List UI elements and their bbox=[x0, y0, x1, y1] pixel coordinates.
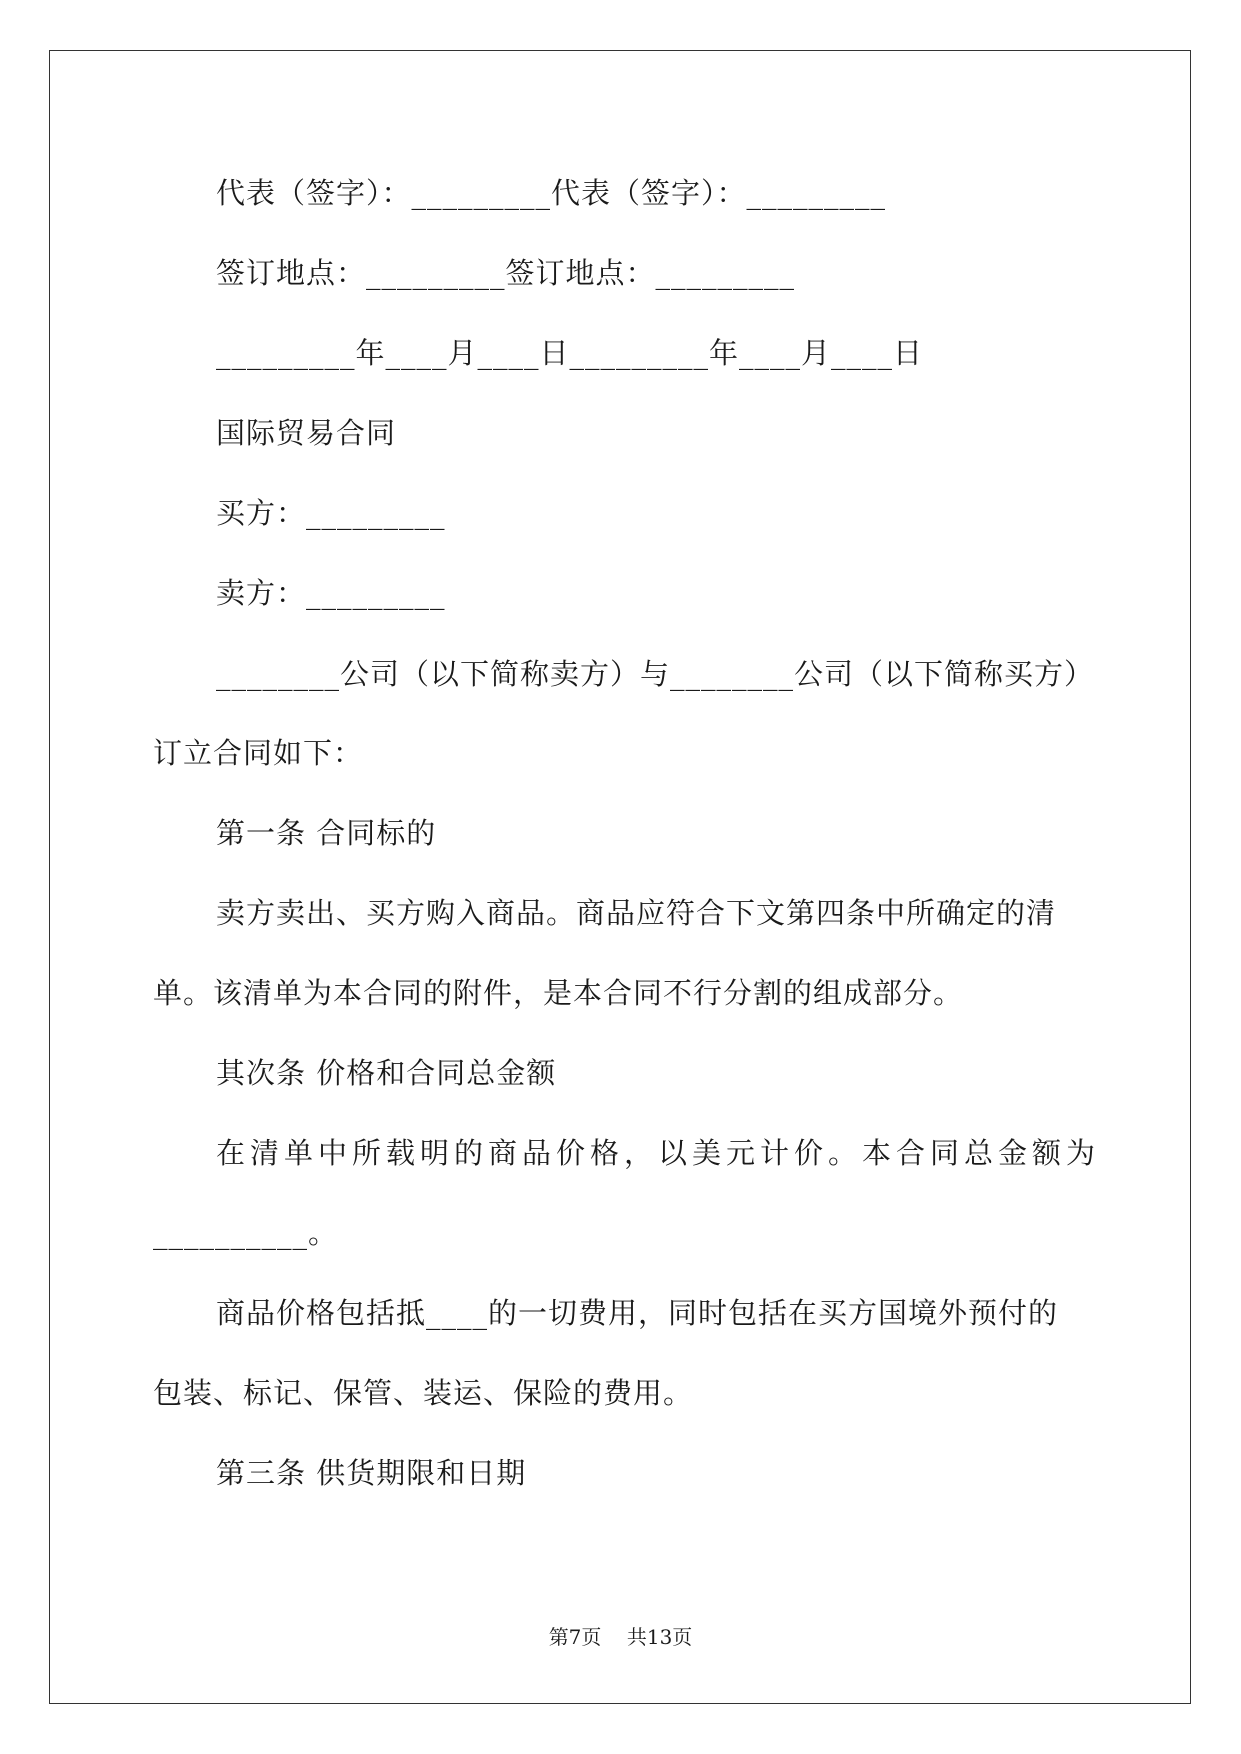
article-3-heading: 第三条 供货期限和日期 bbox=[216, 1456, 527, 1490]
signing-date-line: _________年____月____日_________年____月____日 bbox=[216, 336, 924, 370]
article-2-text-line-1: 在清单中所载明的商品价格，以美元计价。本合同总金额为 bbox=[216, 1136, 1101, 1170]
parties-paragraph-line-1: ________公司（以下简称卖方）与________公司（以下简称买方） bbox=[216, 657, 1095, 691]
article-2-price-line-2: 包装、标记、保管、装运、保险的费用。 bbox=[153, 1376, 694, 1410]
signature-representative-line: 代表（签字）：_________代表（签字）：_________ bbox=[216, 176, 887, 210]
article-2-heading: 其次条 价格和合同总金额 bbox=[216, 1056, 557, 1090]
article-1-text-line-1: 卖方卖出、买方购入商品。商品应符合下文第四条中所确定的清 bbox=[216, 896, 1057, 930]
article-1-text-line-2: 单。该清单为本合同的附件，是本合同不行分割的组成部分。 bbox=[153, 976, 964, 1010]
seller-line: 卖方：_________ bbox=[216, 576, 446, 610]
signing-place-line: 签订地点：_________签订地点：_________ bbox=[216, 256, 796, 290]
article-2-text-line-2: __________。 bbox=[153, 1216, 339, 1250]
parties-paragraph-line-2: 订立合同如下： bbox=[153, 736, 364, 770]
page-number-footer: 第7页 共13页 bbox=[548, 1625, 693, 1649]
buyer-line: 买方：_________ bbox=[216, 496, 446, 530]
contract-title: 国际贸易合同 bbox=[216, 416, 397, 450]
article-2-price-line-1: 商品价格包括抵____的一切费用，同时包括在买方国境外预付的 bbox=[216, 1296, 1059, 1330]
article-1-heading: 第一条 合同标的 bbox=[216, 816, 437, 850]
